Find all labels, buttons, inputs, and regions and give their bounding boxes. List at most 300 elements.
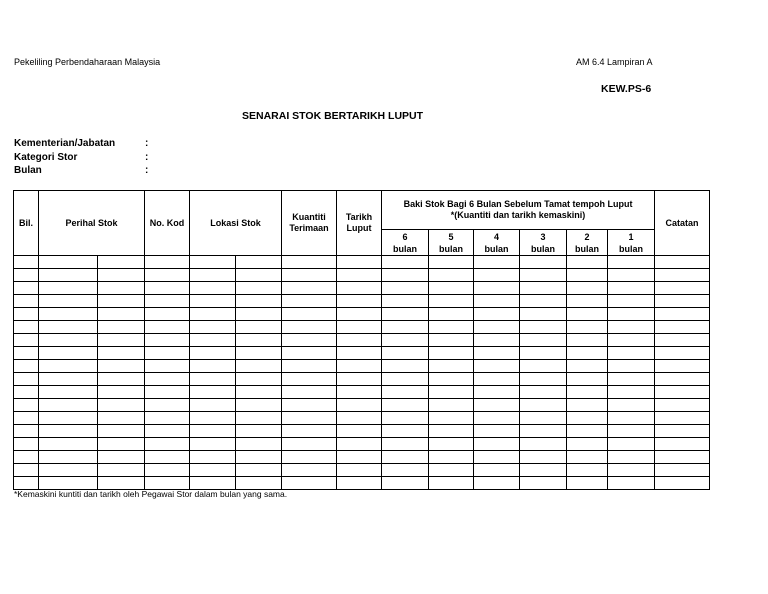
table-cell[interactable] <box>608 438 655 451</box>
table-cell[interactable] <box>474 256 520 269</box>
table-cell[interactable] <box>655 373 710 386</box>
table-cell[interactable] <box>608 360 655 373</box>
table-cell[interactable] <box>145 256 190 269</box>
table-cell[interactable] <box>567 425 608 438</box>
table-cell[interactable] <box>145 477 190 490</box>
table-cell[interactable] <box>655 308 710 321</box>
table-cell[interactable] <box>474 438 520 451</box>
table-cell[interactable] <box>145 373 190 386</box>
table-cell[interactable] <box>337 321 382 334</box>
table-cell[interactable] <box>14 269 39 282</box>
table-cell[interactable] <box>39 412 98 425</box>
table-cell[interactable] <box>429 373 474 386</box>
table-cell[interactable] <box>282 425 337 438</box>
table-cell[interactable] <box>567 451 608 464</box>
table-cell[interactable] <box>655 256 710 269</box>
table-cell[interactable] <box>98 256 145 269</box>
table-cell[interactable] <box>520 373 567 386</box>
table-cell[interactable] <box>429 464 474 477</box>
table-cell[interactable] <box>655 399 710 412</box>
table-cell[interactable] <box>282 256 337 269</box>
field-label: Kategori Stor <box>14 151 78 163</box>
table-cell[interactable] <box>608 282 655 295</box>
table-cell[interactable] <box>236 295 282 308</box>
table-cell[interactable] <box>337 477 382 490</box>
table-cell[interactable] <box>98 373 145 386</box>
table-cell[interactable] <box>14 464 39 477</box>
table-cell[interactable] <box>382 256 429 269</box>
table-cell[interactable] <box>39 399 98 412</box>
header-month-3 <box>520 230 567 256</box>
table-cell[interactable] <box>655 282 710 295</box>
table-cell[interactable] <box>655 295 710 308</box>
table-cell[interactable] <box>337 373 382 386</box>
table-cell[interactable] <box>337 269 382 282</box>
table-cell[interactable] <box>474 451 520 464</box>
table-cell[interactable] <box>474 386 520 399</box>
table-cell[interactable] <box>337 425 382 438</box>
table-cell[interactable] <box>14 373 39 386</box>
header-tarikh-line1: Tarikh <box>345 212 373 222</box>
table-cell[interactable] <box>14 412 39 425</box>
table-cell[interactable] <box>190 347 236 360</box>
table-cell[interactable] <box>190 282 236 295</box>
table-cell[interactable] <box>190 399 236 412</box>
table-cell[interactable] <box>382 373 429 386</box>
table-cell[interactable] <box>429 477 474 490</box>
table-cell[interactable] <box>236 373 282 386</box>
table-cell[interactable] <box>655 464 710 477</box>
table-cell[interactable] <box>14 321 39 334</box>
table-cell[interactable] <box>474 425 520 438</box>
table-cell[interactable] <box>655 412 710 425</box>
table-cell[interactable] <box>236 308 282 321</box>
table-cell[interactable] <box>282 412 337 425</box>
table-cell[interactable] <box>520 412 567 425</box>
table-cell[interactable] <box>567 438 608 451</box>
table-cell[interactable] <box>382 477 429 490</box>
header-no-kod: No. Kod <box>145 191 190 256</box>
table-cell[interactable] <box>236 438 282 451</box>
table-cell[interactable] <box>98 295 145 308</box>
table-cell[interactable] <box>337 308 382 321</box>
table-cell[interactable] <box>608 295 655 308</box>
table-cell[interactable] <box>145 360 190 373</box>
table-cell[interactable] <box>236 477 282 490</box>
table-cell[interactable] <box>382 347 429 360</box>
table-cell[interactable] <box>39 451 98 464</box>
table-cell[interactable] <box>337 295 382 308</box>
table-cell[interactable] <box>382 425 429 438</box>
table-cell[interactable] <box>14 282 39 295</box>
table-cell[interactable] <box>236 425 282 438</box>
table-cell[interactable] <box>382 334 429 347</box>
table-cell[interactable] <box>382 386 429 399</box>
table-cell[interactable] <box>236 269 282 282</box>
table-cell[interactable] <box>337 386 382 399</box>
table-cell[interactable] <box>190 295 236 308</box>
table-cell[interactable] <box>567 386 608 399</box>
table-cell[interactable] <box>14 295 39 308</box>
table-cell[interactable] <box>474 308 520 321</box>
table-cell[interactable] <box>337 451 382 464</box>
table-cell[interactable] <box>655 347 710 360</box>
table-cell[interactable] <box>145 321 190 334</box>
header-kuantiti-terimaan <box>282 191 337 256</box>
table-cell[interactable] <box>39 256 98 269</box>
table-cell[interactable] <box>145 308 190 321</box>
table-cell[interactable] <box>39 373 98 386</box>
table-cell[interactable] <box>39 360 98 373</box>
table-cell[interactable] <box>145 412 190 425</box>
table-cell[interactable] <box>429 412 474 425</box>
table-cell[interactable] <box>567 347 608 360</box>
form-code: KEW.PS-6 <box>601 83 652 95</box>
table-cell[interactable] <box>567 282 608 295</box>
table-cell[interactable] <box>474 412 520 425</box>
table-cell[interactable] <box>190 334 236 347</box>
table-cell[interactable] <box>98 386 145 399</box>
table-row <box>14 347 710 360</box>
table-cell[interactable] <box>282 321 337 334</box>
table-cell[interactable] <box>608 451 655 464</box>
table-row <box>14 321 710 334</box>
table-cell[interactable] <box>655 360 710 373</box>
table-cell[interactable] <box>337 464 382 477</box>
table-cell[interactable] <box>145 399 190 412</box>
table-cell[interactable] <box>282 477 337 490</box>
table-cell[interactable] <box>98 412 145 425</box>
month-number: 1 <box>628 231 634 242</box>
table-cell[interactable] <box>608 347 655 360</box>
table-cell[interactable] <box>98 308 145 321</box>
table-cell[interactable] <box>98 425 145 438</box>
table-cell[interactable] <box>520 438 567 451</box>
table-cell[interactable] <box>382 295 429 308</box>
table-cell[interactable] <box>236 399 282 412</box>
table-cell[interactable] <box>382 399 429 412</box>
table-cell[interactable] <box>520 282 567 295</box>
table-cell[interactable] <box>382 412 429 425</box>
table-cell[interactable] <box>236 334 282 347</box>
table-cell[interactable] <box>337 347 382 360</box>
table-cell[interactable] <box>236 360 282 373</box>
table-row <box>14 477 710 490</box>
table-cell[interactable] <box>382 308 429 321</box>
table-cell[interactable] <box>520 269 567 282</box>
table-cell[interactable] <box>567 295 608 308</box>
table-cell[interactable] <box>382 451 429 464</box>
table-cell[interactable] <box>520 399 567 412</box>
table-cell[interactable] <box>429 438 474 451</box>
field-colon: : <box>145 165 149 176</box>
table-cell[interactable] <box>145 295 190 308</box>
table-cell[interactable] <box>190 256 236 269</box>
table-cell[interactable] <box>520 451 567 464</box>
table-cell[interactable] <box>236 412 282 425</box>
table-cell[interactable] <box>236 256 282 269</box>
table-cell[interactable] <box>429 360 474 373</box>
table-cell[interactable] <box>39 438 98 451</box>
table-cell[interactable] <box>282 334 337 347</box>
table-cell[interactable] <box>145 269 190 282</box>
table-cell[interactable] <box>608 256 655 269</box>
table-cell[interactable] <box>655 334 710 347</box>
table-cell[interactable] <box>337 412 382 425</box>
table-cell[interactable] <box>282 360 337 373</box>
table-cell[interactable] <box>282 347 337 360</box>
table-cell[interactable] <box>39 425 98 438</box>
table-cell[interactable] <box>39 308 98 321</box>
table-cell[interactable] <box>14 438 39 451</box>
table-cell[interactable] <box>608 464 655 477</box>
table-cell[interactable] <box>474 295 520 308</box>
table-cell[interactable] <box>608 321 655 334</box>
table-cell[interactable] <box>429 425 474 438</box>
table-cell[interactable] <box>190 269 236 282</box>
table-cell[interactable] <box>236 451 282 464</box>
table-cell[interactable] <box>39 295 98 308</box>
table-cell[interactable] <box>98 451 145 464</box>
table-cell[interactable] <box>382 360 429 373</box>
table-cell[interactable] <box>98 269 145 282</box>
table-cell[interactable] <box>429 399 474 412</box>
table-cell[interactable] <box>282 464 337 477</box>
table-cell[interactable] <box>382 321 429 334</box>
table-cell[interactable] <box>190 412 236 425</box>
table-cell[interactable] <box>608 334 655 347</box>
table-cell[interactable] <box>520 295 567 308</box>
table-cell[interactable] <box>337 399 382 412</box>
table-cell[interactable] <box>190 373 236 386</box>
table-cell[interactable] <box>337 334 382 347</box>
table-cell[interactable] <box>39 347 98 360</box>
table-cell[interactable] <box>655 386 710 399</box>
table-cell[interactable] <box>98 464 145 477</box>
table-cell[interactable] <box>382 464 429 477</box>
table-cell[interactable] <box>282 386 337 399</box>
table-cell[interactable] <box>655 477 710 490</box>
table-cell[interactable] <box>236 386 282 399</box>
table-row <box>14 438 710 451</box>
table-cell[interactable] <box>14 256 39 269</box>
field-label: Kementerian/Jabatan <box>14 138 116 149</box>
table-cell[interactable] <box>39 269 98 282</box>
table-cell[interactable] <box>190 308 236 321</box>
table-cell[interactable] <box>429 321 474 334</box>
table-cell[interactable] <box>520 464 567 477</box>
table-cell[interactable] <box>337 360 382 373</box>
table-cell[interactable] <box>567 308 608 321</box>
field-month <box>14 164 149 178</box>
table-cell[interactable] <box>520 321 567 334</box>
table-cell[interactable] <box>145 347 190 360</box>
table-cell[interactable] <box>567 334 608 347</box>
table-cell[interactable] <box>520 386 567 399</box>
table-cell[interactable] <box>145 451 190 464</box>
table-cell[interactable] <box>236 464 282 477</box>
table-cell[interactable] <box>145 386 190 399</box>
table-cell[interactable] <box>655 269 710 282</box>
table-cell[interactable] <box>474 477 520 490</box>
table-cell[interactable] <box>337 438 382 451</box>
table-cell[interactable] <box>429 256 474 269</box>
table-cell[interactable] <box>520 347 567 360</box>
table-cell[interactable] <box>282 451 337 464</box>
month-unit: bulan <box>393 243 418 254</box>
table-cell[interactable] <box>14 360 39 373</box>
table-cell[interactable] <box>190 360 236 373</box>
table-cell[interactable] <box>337 256 382 269</box>
table-cell[interactable] <box>520 477 567 490</box>
table-cell[interactable] <box>567 477 608 490</box>
table-cell[interactable] <box>520 308 567 321</box>
header-month-1 <box>608 230 655 256</box>
table-cell[interactable] <box>98 477 145 490</box>
table-cell[interactable] <box>567 321 608 334</box>
table-cell[interactable] <box>429 295 474 308</box>
table-cell[interactable] <box>39 282 98 295</box>
table-cell[interactable] <box>98 347 145 360</box>
footnote: *Kemaskini kuntiti dan tarikh oleh Pegawai Stor dalam bulan yang sama. <box>14 489 288 499</box>
table-cell[interactable] <box>608 477 655 490</box>
table-cell[interactable] <box>14 386 39 399</box>
table-cell[interactable] <box>39 321 98 334</box>
table-cell[interactable] <box>39 386 98 399</box>
table-cell[interactable] <box>608 386 655 399</box>
table-cell[interactable] <box>567 269 608 282</box>
table-cell[interactable] <box>145 438 190 451</box>
table-cell[interactable] <box>567 399 608 412</box>
table-row <box>14 386 710 399</box>
table-cell[interactable] <box>190 425 236 438</box>
table-cell[interactable] <box>39 464 98 477</box>
header-perihal-stok: Perihal Stok <box>39 191 145 256</box>
table-cell[interactable] <box>282 399 337 412</box>
table-cell[interactable] <box>429 386 474 399</box>
table-cell[interactable] <box>474 269 520 282</box>
table-cell[interactable] <box>474 334 520 347</box>
table-cell[interactable] <box>39 334 98 347</box>
month-number: 6 <box>402 231 408 242</box>
table-cell[interactable] <box>608 373 655 386</box>
table-cell[interactable] <box>608 269 655 282</box>
table-cell[interactable] <box>145 464 190 477</box>
table-cell[interactable] <box>190 438 236 451</box>
table-cell[interactable] <box>190 477 236 490</box>
table-cell[interactable] <box>474 321 520 334</box>
table-cell[interactable] <box>190 451 236 464</box>
table-cell[interactable] <box>98 321 145 334</box>
table-cell[interactable] <box>608 425 655 438</box>
table-cell[interactable] <box>608 308 655 321</box>
table-cell[interactable] <box>14 425 39 438</box>
table-cell[interactable] <box>382 282 429 295</box>
table-cell[interactable] <box>282 308 337 321</box>
table-cell[interactable] <box>190 321 236 334</box>
table-cell[interactable] <box>98 399 145 412</box>
table-cell[interactable] <box>14 399 39 412</box>
table-cell[interactable] <box>474 282 520 295</box>
table-cell[interactable] <box>14 451 39 464</box>
table-cell[interactable] <box>14 334 39 347</box>
table-cell[interactable] <box>282 295 337 308</box>
table-cell[interactable] <box>145 334 190 347</box>
table-cell[interactable] <box>282 373 337 386</box>
table-cell[interactable] <box>190 386 236 399</box>
table-cell[interactable] <box>190 464 236 477</box>
table-cell[interactable] <box>14 477 39 490</box>
table-cell[interactable] <box>98 282 145 295</box>
table-row <box>14 282 710 295</box>
table-cell[interactable] <box>236 282 282 295</box>
table-row <box>14 451 710 464</box>
table-cell[interactable] <box>608 399 655 412</box>
header-month-5 <box>429 230 474 256</box>
header-bil: Bil. <box>14 191 39 256</box>
table-cell[interactable] <box>520 425 567 438</box>
table-cell[interactable] <box>39 477 98 490</box>
table-cell[interactable] <box>236 347 282 360</box>
table-cell[interactable] <box>474 360 520 373</box>
table-cell[interactable] <box>429 334 474 347</box>
table-cell[interactable] <box>520 334 567 347</box>
table-cell[interactable] <box>382 438 429 451</box>
table-cell[interactable] <box>145 282 190 295</box>
table-row <box>14 360 710 373</box>
table-cell[interactable] <box>474 373 520 386</box>
table-cell[interactable] <box>567 464 608 477</box>
table-cell[interactable] <box>474 399 520 412</box>
table-cell[interactable] <box>567 256 608 269</box>
table-cell[interactable] <box>655 425 710 438</box>
table-cell[interactable] <box>474 464 520 477</box>
table-cell[interactable] <box>282 269 337 282</box>
table-cell[interactable] <box>474 347 520 360</box>
table-cell[interactable] <box>98 438 145 451</box>
table-cell[interactable] <box>145 425 190 438</box>
table-cell[interactable] <box>282 282 337 295</box>
table-cell[interactable] <box>429 451 474 464</box>
table-cell[interactable] <box>567 412 608 425</box>
table-cell[interactable] <box>567 373 608 386</box>
table-row <box>14 295 710 308</box>
table-cell[interactable] <box>282 438 337 451</box>
table-cell[interactable] <box>429 269 474 282</box>
appendix-reference: AM 6.4 Lampiran A <box>576 57 653 67</box>
table-row <box>14 464 710 477</box>
table-cell[interactable] <box>429 347 474 360</box>
table-cell[interactable] <box>236 321 282 334</box>
header-month-6 <box>382 230 429 256</box>
table-cell[interactable] <box>14 308 39 321</box>
table-cell[interactable] <box>655 438 710 451</box>
stock-table <box>13 190 710 490</box>
table-cell[interactable] <box>337 282 382 295</box>
table-cell[interactable] <box>382 269 429 282</box>
table-cell[interactable] <box>98 360 145 373</box>
table-cell[interactable] <box>520 360 567 373</box>
table-cell[interactable] <box>14 347 39 360</box>
table-cell[interactable] <box>608 412 655 425</box>
table-cell[interactable] <box>98 334 145 347</box>
table-cell[interactable] <box>520 256 567 269</box>
table-cell[interactable] <box>655 451 710 464</box>
table-cell[interactable] <box>429 308 474 321</box>
table-cell[interactable] <box>429 282 474 295</box>
table-cell[interactable] <box>655 321 710 334</box>
table-cell[interactable] <box>567 360 608 373</box>
